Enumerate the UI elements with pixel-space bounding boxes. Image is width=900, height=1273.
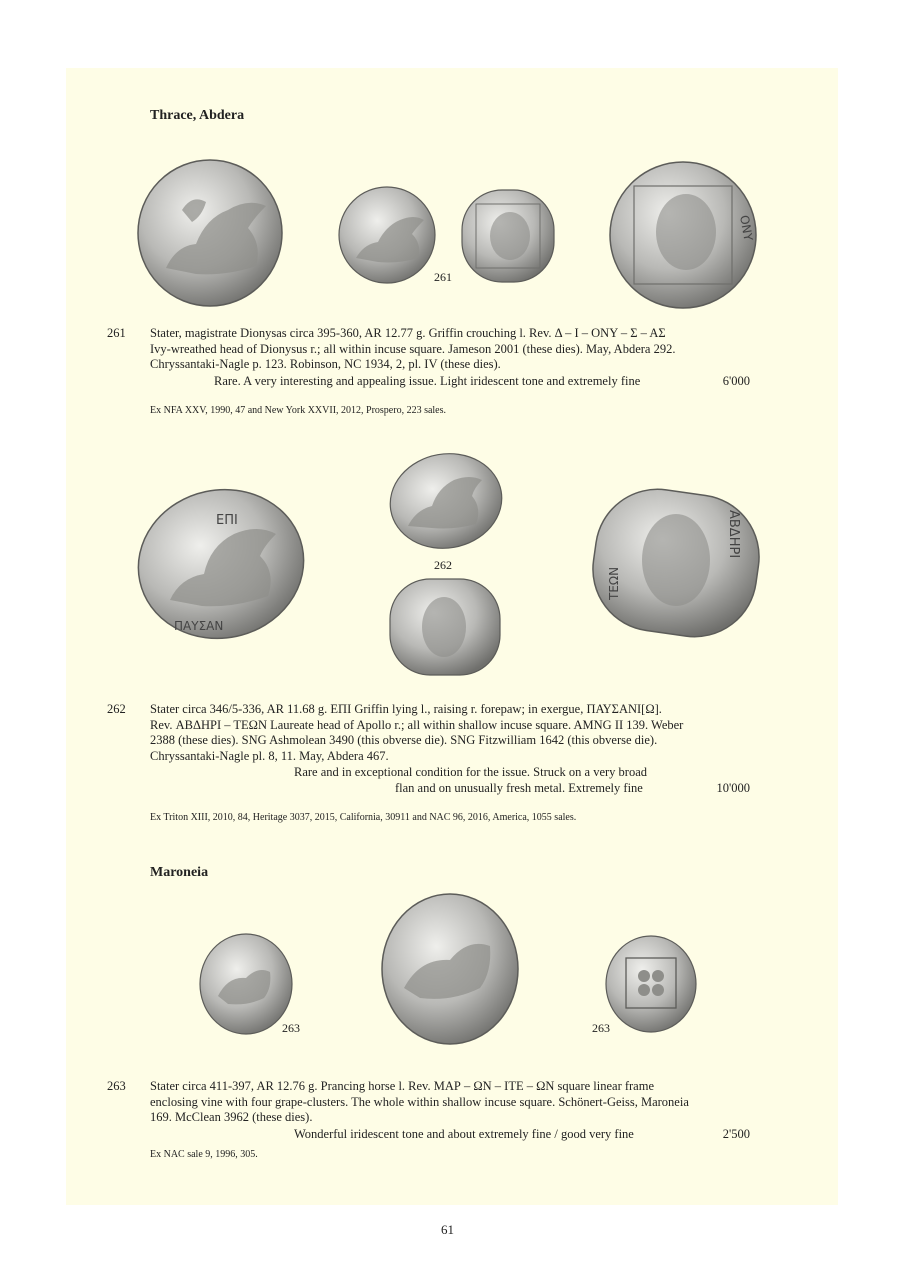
lot-grade-262-line-2: flan and on unusually fresh metal. Extremely fine [395,781,643,795]
lot-price-262: 10'000 [716,781,750,795]
description-line: 2388 (these dies). SNG Ashmolean 3490 (this obverse die). SNG Fitzwilliam 1642 (this obverse die). [150,733,658,747]
coin-263-obverse [198,932,294,1036]
coin-262-obverse-enlarged [136,488,306,640]
plate-label-261: 261 [434,270,452,284]
lot-number-262: 262 [107,702,126,716]
description-line: enclosing vine with four grape-clusters. The whole within shallow incuse square. Schönert-Geiss, Maroneia [150,1094,689,1109]
coin-262-legend-right: ΑΒΔΗΡΙ [726,510,741,559]
description-line: Chryssantaki-Nagle p. 123. Robinson, NC 1934, 2, pl. IV (these dies). [150,357,501,371]
coin-261-obverse-enlarged [136,158,284,308]
lot-description-262 [150,702,750,764]
coin-262-obverse [388,450,504,552]
plate-label-263-reverse: 263 [592,1021,610,1035]
coin-262-legend-left: ΤΕΩΝ [607,566,621,600]
lot-description-261 [150,326,750,373]
lot-description-263 [150,1079,750,1126]
coin-261-obverse [338,186,436,284]
lot-provenance-263: Ex NAC sale 9, 1996, 305. [150,1149,258,1160]
lot-price-263: 2'500 [722,1127,750,1141]
section-heading-maroneia: Maroneia [150,865,209,880]
description-line: Stater circa 346/5-336, AR 11.68 g. ΕΠΙ Griffin lying l., raising r. forepaw; in exergue, ΠΑΥΣΑΝΙ[Ω]. [150,702,662,716]
page-number: 61 [441,1222,454,1237]
description-line: Stater, magistrate Dionysas circa 395-360, AR 12.77 g. Griffin crouching l. Rev. Δ – Ι – ΟΝΥ – Σ – ΑΣ [150,326,666,340]
coin-262-reverse [386,575,504,679]
lot-price-261: 6'000 [722,374,750,388]
description-line: Ivy-wreathed head of Dionysus r.; all within incuse square. Jameson 2001 (these dies). May, Abdera 292. [150,341,676,356]
lot-grade-262-line-1: Rare and in exceptional condition for the issue. Struck on a very broad [294,765,648,779]
coin-262-reverse-enlarged [590,488,762,638]
coin-261-reverse [458,186,558,286]
coin-263-obverse-enlarged [380,892,520,1046]
coin-262-legend-top: ΕΠΙ [216,513,238,528]
plate-label-263-obverse: 263 [282,1021,300,1035]
section-heading-thrace-abdera: Thrace, Abdera [150,108,245,123]
description-line: 169. McClean 3962 (these dies). [150,1110,313,1124]
plate-label-262: 262 [434,558,452,572]
lot-grade-263: Wonderful iridescent tone and about extremely fine / good very fine [294,1127,634,1141]
lot-number-261: 261 [107,326,126,340]
description-line: Stater circa 411-397, AR 12.76 g. Prancing horse l. Rev. ΜΑΡ – ΩΝ – ΙΤΕ – ΩΝ square linear frame [150,1079,654,1093]
coin-262-legend-exergue: ΠΑΥΣΑΝ [174,619,224,633]
coin-263-reverse [604,934,698,1034]
coin-261-reverse-enlarged [608,160,758,310]
lot-provenance-262: Ex Triton XIII, 2010, 84, Heritage 3037, 2015, California, 30911 and NAC 96, 2016, America, 1055 sales. [150,812,577,823]
lot-provenance-261: Ex NFA XXV, 1990, 47 and New York XXVII, 2012, Prospero, 223 sales. [150,405,447,416]
lot-grade-261: Rare. A very interesting and appealing issue. Light iridescent tone and extremely fine [214,374,641,388]
lot-number-263: 263 [107,1079,126,1093]
description-line: Chryssantaki-Nagle pl. 8, 11. May, Abdera 467. [150,748,389,763]
description-line: Rev. ΑΒΔΗΡΙ – ΤΕΩΝ Laureate head of Apollo r.; all within shallow incuse square. AMNG II 139. Weber [150,717,684,732]
coin-261-legend: ΟΝΥ [737,214,756,242]
